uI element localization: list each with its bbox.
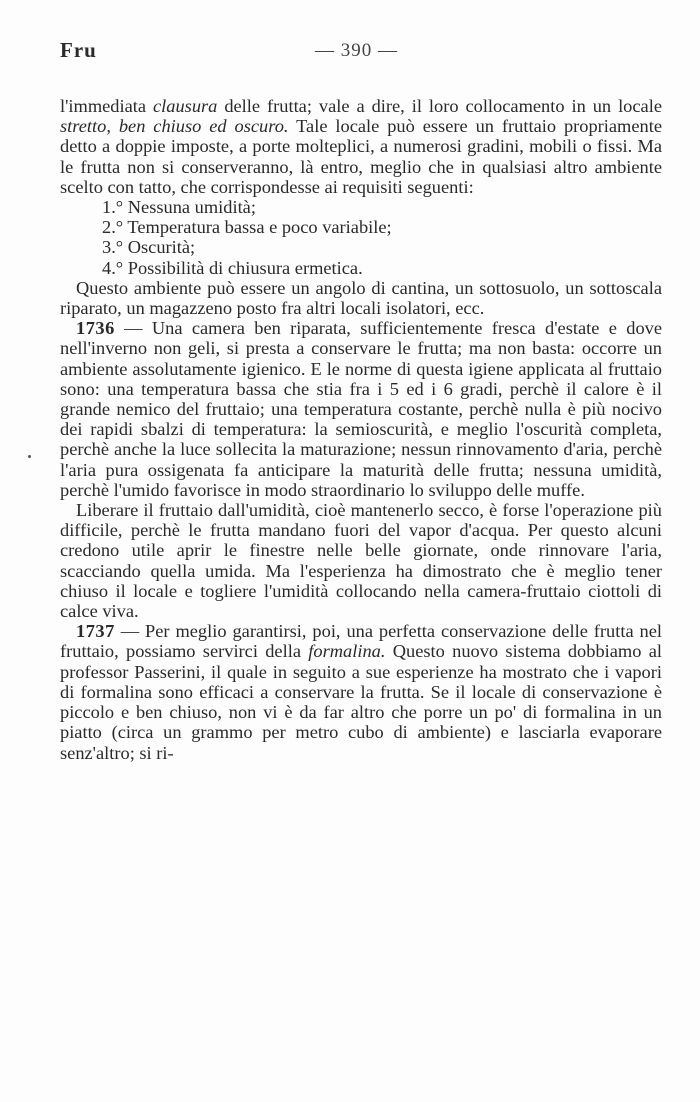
page-header <box>60 38 660 68</box>
page-number: — 390 — <box>315 40 398 61</box>
list-item: 2.° Temperatura bassa e poco variabile; <box>102 217 392 238</box>
running-head: Fru <box>60 38 97 62</box>
list-item: 4.° Possibilità di chiusura ermetica. <box>102 257 363 278</box>
paragraph-clausura: l'immediata clausura delle frutta; vale a dire, il loro collocamento in un locale stretto, ben chiuso ed oscuro. Tale locale può essere un fruttaio propriamente detto a doppie imposte, a porte molteplici, a numerosi gradini, mobili o fissi. Ma le frutta non si conserveranno, là entro, meglio che in qualsiasi altro ambiente scelto con tatto, che corrispondesse ai requisiti seguenti: <box>60 96 662 197</box>
list-item: 1.° Nessuna umidità; <box>102 197 256 218</box>
body-text <box>60 96 662 763</box>
section-1737: 1737 — Per meglio garantirsi, poi, una perfetta conservazione delle frutta nel fruttaio, possiamo servirci della formalina. Questo nuovo sistema dobbiamo al professor Passerini, il quale in seguito a sue esperienze ha mostrato che i vapori di formalina sono efficaci a conservare la frutta. Se il locale di conservazione è piccolo e ben chiuso, non vi è da far altro che porre un po' di formalina in un piatto (circa un grammo per metro cubo di ambiente) e lasciarla evaporare senz'altro; si ri- <box>60 621 662 763</box>
section-number-1737: 1737 <box>76 621 115 642</box>
emphasis-stretto: stretto, ben chiuso ed oscuro. <box>60 116 289 137</box>
list-item: 3.° Oscurità; <box>102 237 196 258</box>
paragraph-umidita: Liberare il fruttaio dall'umidità, cioè mantenerlo secco, è forse l'operazione più difficile, perchè le frutta mandano fuori del vapor d'acqua. Per questo alcuni credono utile aprir le finestre nelle belle giornate, onde rinnovare l'aria, scacciando quella umida. Ma l'esperienza ha dimostrato che è meglio tener chiuso il locale e togliere l'umidità collocando nella camera-fruttaio ciottoli di calce viva. <box>60 500 662 622</box>
section-number-1736: 1736 <box>76 318 115 339</box>
paragraph-ambiente: Questo ambiente può essere un angolo di cantina, un sottosuolo, un sottoscala riparato, un magazzeno posto fra altri locali isolatori, ecc. <box>60 277 662 319</box>
emphasis-formalina: formalina. <box>308 641 386 662</box>
emphasis-clausura: clausura <box>153 96 218 116</box>
section-1736: 1736 — Una camera ben riparata, sufficientemente fresca d'estate e dove nell'inverno non geli, si presta a conservare le frutta; ma non basta: occorre un ambiente assolutamente igienico. E le norme di questa igiene applicata al fruttaio sono: una temperatura bassa che stia fra i 5 ed i 6 gradi, perchè il calore è il grande nemico del fruttaio; una temperatura costante, perchè nulla è più nocivo dei rapidi sbalzi di temperatura: la semioscurità, e meglio l'oscurità completa, perchè anche la luce sollecita la maturazione; nessun rinnovamento d'aria, perchè l'aria pura ossigenata fa anticipare la maturità delle frutta; nessuna umidità, perchè l'umido favorisce in modo straordinario lo sviluppo delle muffe. <box>60 318 662 500</box>
margin-mark <box>28 455 31 458</box>
